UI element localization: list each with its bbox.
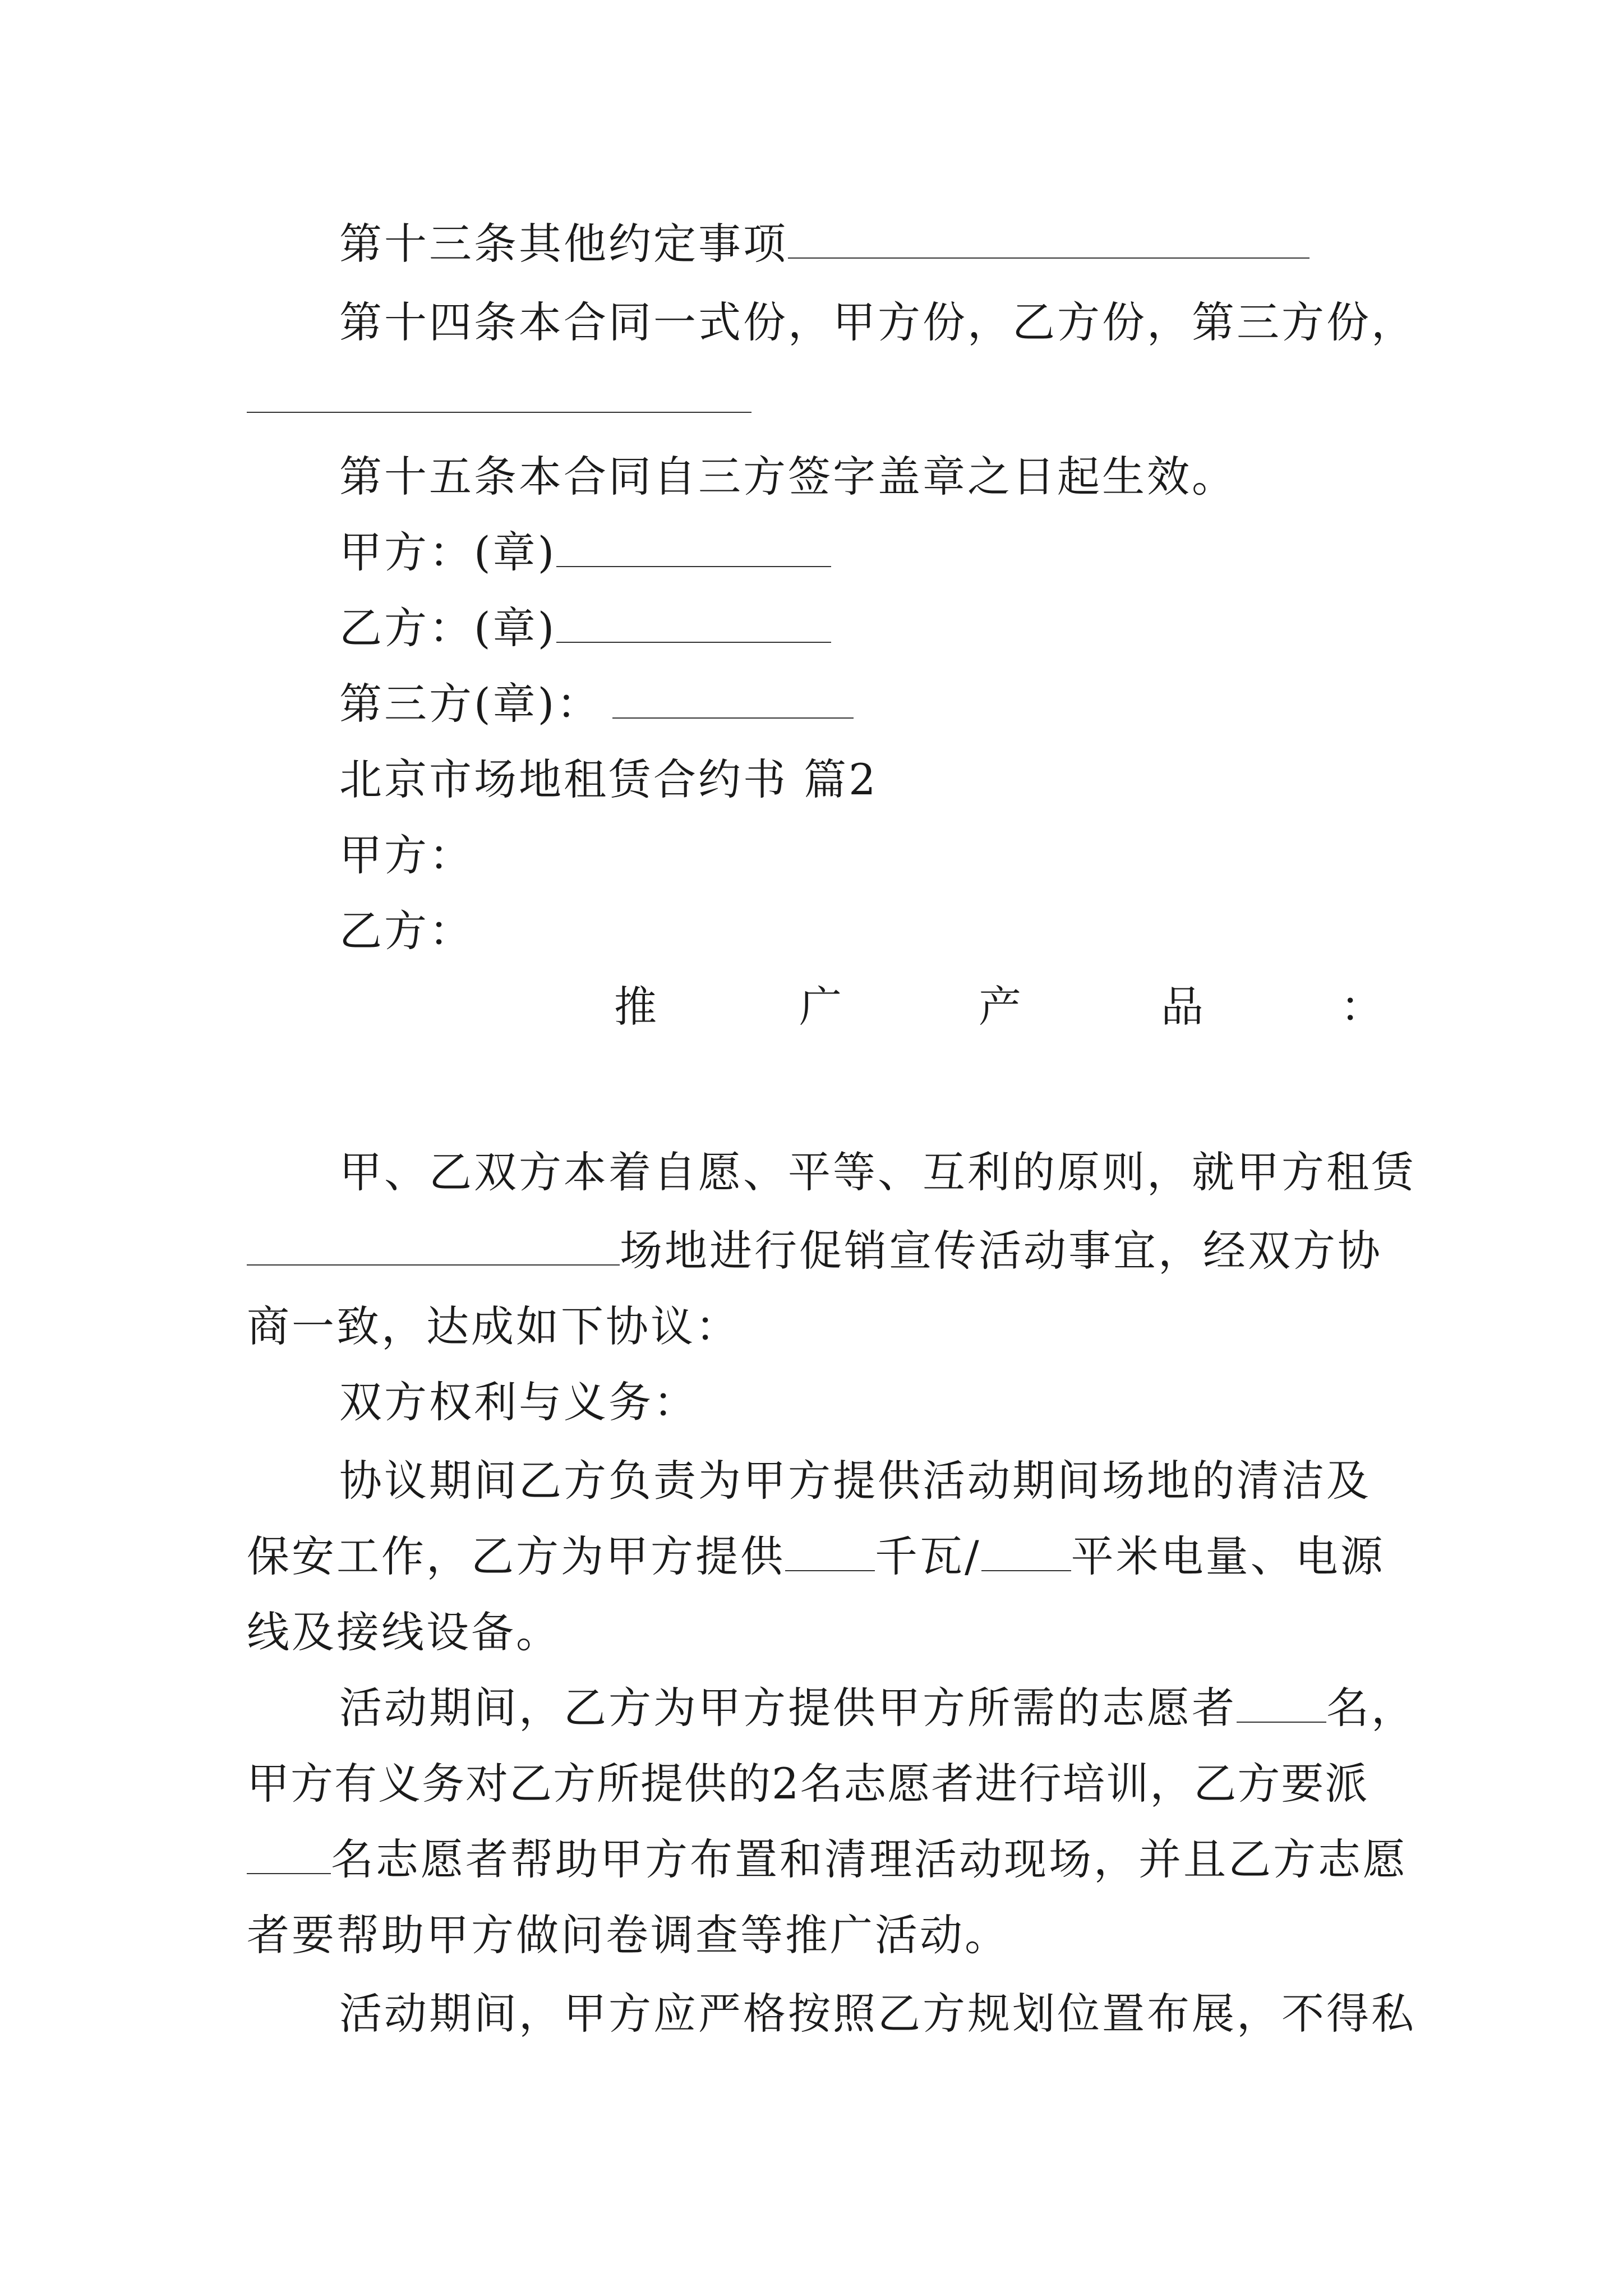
rental-site-blank[interactable] <box>247 1223 620 1266</box>
kilowatt-blank[interactable] <box>785 1529 875 1571</box>
para-4-line-1-text-a: 活动期间，乙方为甲方提供甲方所需的志愿者 <box>339 1683 1237 1733</box>
promo-char-4: 品 <box>1161 982 1206 1032</box>
promo-char-2: 广 <box>799 982 844 1032</box>
volunteer-count-blank[interactable] <box>1237 1680 1326 1723</box>
promo-char-1: 推 <box>614 982 659 1032</box>
promoted-product-line <box>0 979 1623 1035</box>
para-3-line-2-text-a: 保安工作，乙方为甲方提供 <box>247 1531 785 1581</box>
article-14: 第十四条本合同一式份，甲方份，乙方份，第三方份， <box>339 297 1416 347</box>
para-3-line-2-text-b: 千瓦/ <box>875 1531 981 1581</box>
para-1-line-1: 甲、乙双方本着自愿、平等、互利的原则，就甲方租赁 <box>339 1147 1416 1197</box>
para-1-line-2 <box>247 1223 1382 1279</box>
para-4-line-3-text: 名志愿者帮助甲方布置和清理活动现场，并且乙方志愿 <box>331 1834 1408 1884</box>
para-1-line-2-text: 场地进行促销宣传活动事宜，经双方协 <box>620 1226 1382 1276</box>
third-party-signature-blank[interactable] <box>612 676 854 719</box>
assigned-volunteers-blank[interactable] <box>247 1832 331 1874</box>
rights-obligations-heading: 双方权利与义务： <box>339 1377 698 1427</box>
para-4-line-3 <box>247 1832 1408 1888</box>
party-b-signature <box>339 600 831 656</box>
para-3-line-2-text-c: 平米电量、电源 <box>1071 1531 1385 1581</box>
third-party-signature-label: 第三方(章)： <box>339 679 602 729</box>
party-a-signature <box>339 524 831 581</box>
para-3-line-2 <box>247 1529 1385 1585</box>
party-a-signature-label: 甲方：(章) <box>339 527 557 577</box>
party-a-signature-blank[interactable] <box>556 524 831 567</box>
promo-char-3: 产 <box>979 982 1023 1032</box>
square-meter-blank[interactable] <box>981 1529 1071 1571</box>
article-14-blank-line[interactable] <box>247 370 751 426</box>
article-15: 第十五条本合同自三方签字盖章之日起生效。 <box>339 452 1237 501</box>
para-4-line-1 <box>339 1680 1416 1736</box>
article-13-blank[interactable] <box>788 216 1310 259</box>
para-3-line-3: 线及接线设备。 <box>247 1607 561 1657</box>
party-b-signature-blank[interactable] <box>556 600 831 643</box>
party-b-signature-label: 乙方：(章) <box>339 603 557 653</box>
para-1-line-3: 商一致，达成如下协议： <box>247 1301 740 1351</box>
article-13 <box>339 216 1310 272</box>
para-4-line-2: 甲方有义务对乙方所提供的2名志愿者进行培训，乙方要派 <box>247 1759 1369 1809</box>
para-4-line-1-text-b: 名， <box>1326 1683 1416 1733</box>
article-14-blank[interactable] <box>247 370 751 413</box>
article-13-text: 第十三条其他约定事项 <box>339 219 788 269</box>
para-4-line-4: 者要帮助甲方做问卷调查等推广活动。 <box>247 1910 1009 1960</box>
para-5-line-1: 活动期间，甲方应严格按照乙方规划位置布展，不得私 <box>339 1989 1416 2039</box>
third-party-signature <box>339 676 854 732</box>
section-title: 北京市场地租赁合约书 篇2 <box>339 754 878 804</box>
party-b-label: 乙方： <box>339 906 474 956</box>
promo-char-5: ： <box>1340 982 1385 1032</box>
para-3-line-1: 协议期间乙方负责为甲方提供活动期间场地的清洁及 <box>339 1456 1371 1506</box>
party-a-label: 甲方： <box>339 830 474 880</box>
